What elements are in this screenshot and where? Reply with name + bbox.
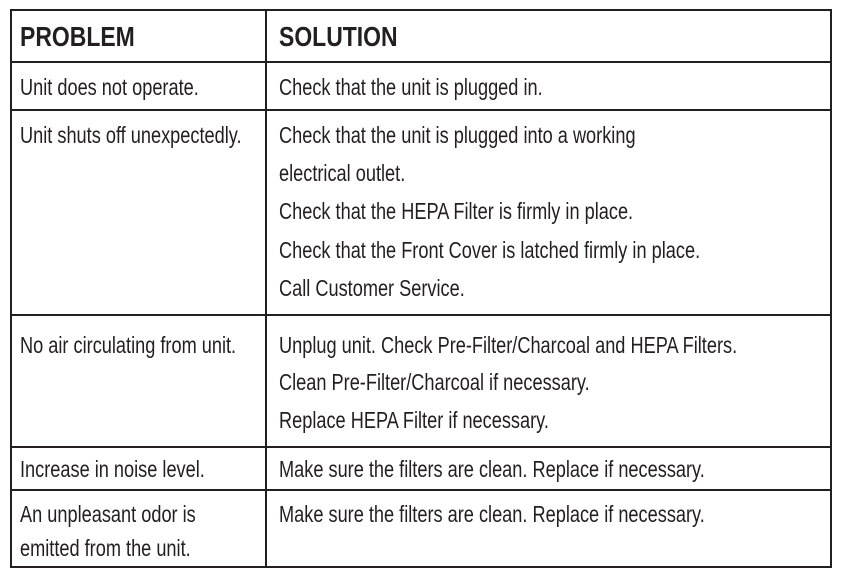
row-divider <box>10 314 832 316</box>
solution-cell: Check that the unit is plugged in. <box>279 74 543 100</box>
solution-line: Clean Pre-Filter/Charcoal if necessary. <box>279 369 590 395</box>
solution-line: Call Customer Service. <box>279 275 465 301</box>
solution-cell: Make sure the filters are clean. Replace if necessary. <box>279 456 705 482</box>
solution-line: Unplug unit. Check Pre-Filter/Charcoal and HEPA Filters. <box>279 332 738 358</box>
problem-line: An unpleasant odor is <box>20 501 196 527</box>
header-problem: PROBLEM <box>20 21 135 52</box>
row-divider <box>10 489 832 491</box>
row-divider <box>10 61 832 63</box>
problem-line: emitted from the unit. <box>20 535 191 561</box>
solution-line: Check that the HEPA Filter is firmly in place. <box>279 198 634 224</box>
problem-cell: Unit does not operate. <box>20 74 199 100</box>
problem-cell: Unit shuts off unexpectedly. <box>20 122 242 148</box>
problem-cell: Increase in noise level. <box>20 456 205 482</box>
solution-line: Replace HEPA Filter if necessary. <box>279 407 549 433</box>
row-divider <box>10 446 832 448</box>
solution-cell: Make sure the filters are clean. Replace if necessary. <box>279 501 705 527</box>
row-divider <box>10 109 832 111</box>
problem-cell: No air circulating from unit. <box>20 332 237 358</box>
header-solution: SOLUTION <box>279 21 398 52</box>
solution-line: Check that the Front Cover is latched firmly in place. <box>279 237 701 263</box>
solution-line: Check that the unit is plugged into a working <box>279 122 636 148</box>
column-divider <box>265 9 267 568</box>
solution-line: electrical outlet. <box>279 160 406 186</box>
